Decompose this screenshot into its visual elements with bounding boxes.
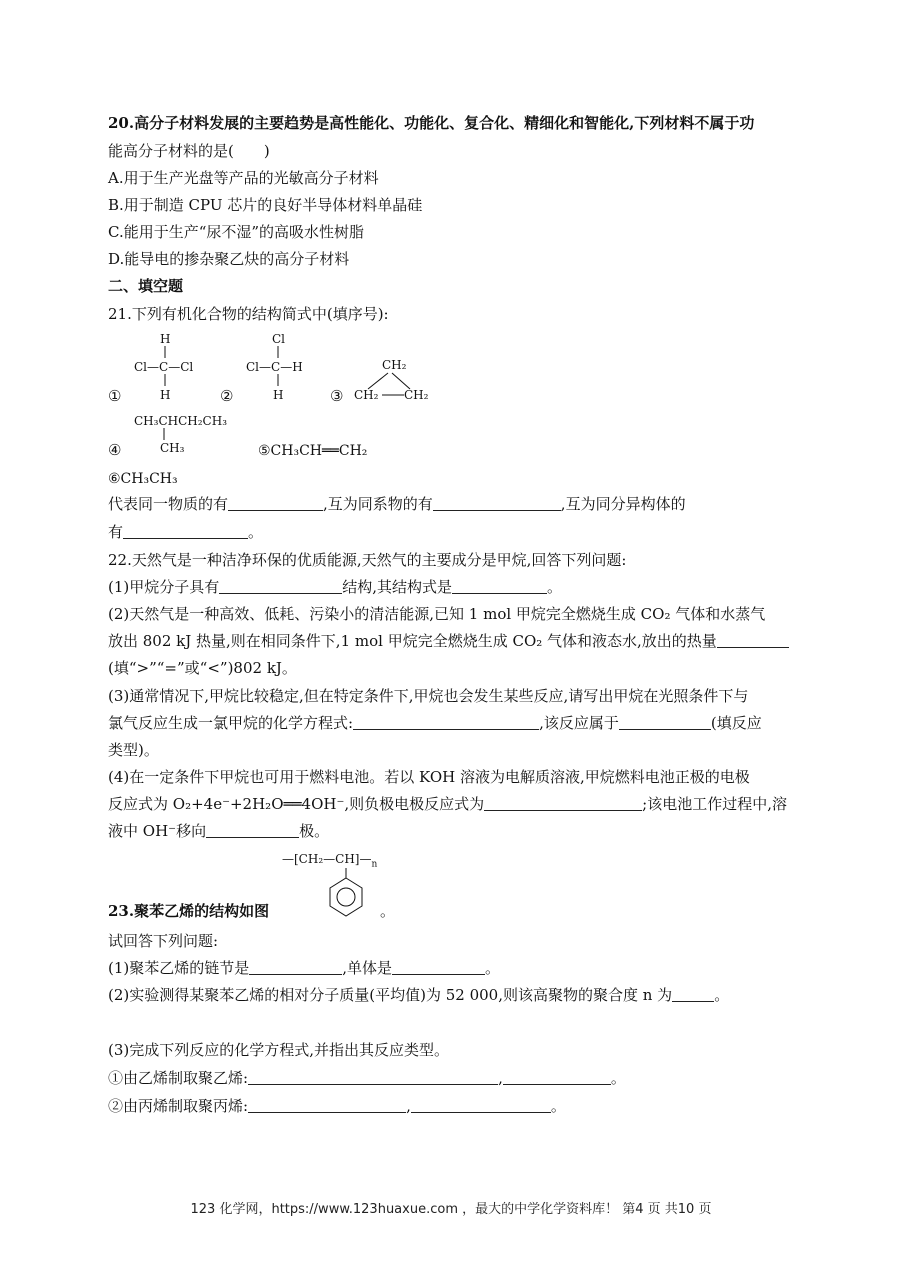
s4-branch: CH₃: [160, 441, 185, 455]
q23-r2-text: ②由丙烯制取聚丙烯:: [108, 1097, 249, 1115]
q23-r2-end: 。: [550, 1097, 566, 1115]
q23-r2-comma: ,: [406, 1097, 411, 1115]
q21-text-d: 有: [108, 523, 124, 541]
answer-blank-heat-compare[interactable]: [717, 632, 789, 648]
label-5-propene: ⑤CH₃CH══CH₂: [258, 443, 368, 459]
q21-text-b: ,互为同系物的有: [323, 495, 433, 513]
q20-option-b: B.用于制造 CPU 芯片的良好半导体材料单晶硅: [108, 196, 423, 214]
q22-p4-text-c: 液中 OH⁻移向: [108, 822, 207, 840]
section-title: 二、填空题: [108, 277, 184, 295]
page-footer: 123 化学网，https://www.123huaxue.com ，最大的中学化学资料库！ 第4 页 共10 页: [190, 1202, 712, 1217]
q23-part2: [108, 985, 729, 1005]
q23-r1-comma: ,: [498, 1069, 503, 1087]
q22-p4-text-d: 极。: [299, 822, 330, 840]
q22-p3-text-c: (填反应: [710, 714, 762, 732]
label-4: ④: [108, 441, 122, 459]
answer-blank-repeat-unit[interactable]: [249, 959, 342, 975]
q23-p1-text-a: (1)聚苯乙烯的链节是: [108, 959, 250, 977]
s3-left: CH₂: [354, 388, 379, 402]
s4-main: CH₃CHCH₂CH₃: [134, 414, 228, 428]
q22-part3-line3: 类型)。: [108, 741, 159, 759]
q22-p1-text-b: 结构,其结构式是: [342, 578, 453, 596]
s1-h-bottom: H: [160, 388, 171, 402]
q22-part3-line2: [108, 713, 762, 733]
q22-part1: [108, 577, 562, 597]
answer-blank-homologs[interactable]: [433, 495, 561, 511]
benzene-ring-icon: [322, 868, 358, 918]
polystyrene-n: n: [371, 859, 378, 870]
q20-option-c: C.能用于生产“尿不湿”的高吸水性树脂: [108, 223, 365, 241]
label-1: ①: [108, 387, 122, 405]
answer-blank-monomer[interactable]: [392, 959, 485, 975]
s3-right: CH₂: [404, 388, 429, 402]
answer-blank-polyethylene-equation[interactable]: [248, 1069, 498, 1085]
s2-bond-bottom: [277, 374, 279, 386]
q22-p1-end: 。: [547, 578, 563, 596]
q22-p4-text-a: 反应式为 O₂+4e⁻+2H₂O══4OH⁻,则负极电极反应式为: [108, 795, 485, 813]
q21-question-line1: [108, 494, 686, 514]
q22-part2-line1: (2)天然气是一种高效、低耗、污染小的清洁能源,已知 1 mol 甲烷完全燃烧生成 CO₂ 气体和水蒸气: [108, 605, 766, 623]
s1-main: Cl—C—Cl: [134, 360, 194, 374]
q23-stem-text: 23.聚苯乙烯的结构如图: [108, 902, 270, 920]
q23-r1-text: ①由乙烯制取聚乙烯:: [108, 1069, 249, 1087]
s3-bottom-bond: [382, 394, 404, 396]
s1-h-top: H: [160, 332, 171, 346]
s2-h-bottom: H: [273, 388, 284, 402]
q23-ask: 试回答下列问题:: [108, 932, 219, 950]
q23-r1-end: 。: [610, 1069, 626, 1087]
answer-blank-isomers[interactable]: [123, 523, 248, 539]
polystyrene-formula-text: —[CH₂—CH]—: [282, 852, 372, 866]
answer-blank-reaction-type[interactable]: [619, 714, 711, 730]
q23-reaction2: [108, 1096, 566, 1116]
s1-bond-top: [164, 346, 166, 358]
s2-cl-top: Cl: [272, 332, 286, 346]
q23-p2-text: (2)实验测得某聚苯乙烯的相对分子质量(平均值)为 52 000,则该高聚物的聚合度 n 为: [108, 986, 673, 1004]
q22-part2-line2: [108, 631, 789, 651]
label-6-ethane: ⑥CH₃CH₃: [108, 471, 178, 487]
answer-blank-degree[interactable]: [672, 986, 714, 1002]
answer-blank-methane-formula[interactable]: [452, 578, 547, 594]
q21-text-a: 代表同一物质的有: [108, 495, 229, 513]
q20-stem-line2: 能高分子材料的是( ): [108, 142, 270, 160]
q23-p1-end: 。: [485, 959, 501, 977]
q22-part4-line3: [108, 821, 329, 841]
q22-p4-text-b: ;该电池工作过程中,溶: [642, 795, 787, 813]
answer-blank-chlorination-equation[interactable]: [353, 714, 539, 730]
q20-option-a: A.用于生产光盘等产品的光敏高分子材料: [108, 169, 379, 187]
q22-stem: 22.天然气是一种洁净环保的优质能源,天然气的主要成分是甲烷,回答下列问题:: [108, 551, 627, 569]
q22-part4-line1: (4)在一定条件下甲烷也可用于燃料电池。若以 KOH 溶液为电解质溶液,甲烷燃料电池正极的电极: [108, 768, 750, 786]
q22-part3-line1: (3)通常情况下,甲烷比较稳定,但在特定条件下,甲烷也会发生某些反应,请写出甲烷在光照条件下与: [108, 687, 749, 705]
s1-bond-bottom: [164, 374, 166, 386]
answer-blank-methane-shape[interactable]: [219, 578, 342, 594]
q23-part3: (3)完成下列反应的化学方程式,并指出其反应类型。: [108, 1041, 450, 1059]
q22-part4-line2: [108, 794, 787, 814]
q21-stem: 21.下列有机化合物的结构简式中(填序号):: [108, 305, 389, 323]
label-2: ②: [220, 387, 234, 405]
q23-part1: [108, 958, 500, 978]
answer-blank-oh-direction[interactable]: [206, 822, 299, 838]
q22-p2-text: 放出 802 kJ 热量,则在相同条件下,1 mol 甲烷完全燃烧生成 CO₂ 气体和液态水,放出的热量: [108, 632, 717, 650]
answer-blank-negative-electrode[interactable]: [484, 795, 642, 811]
q20-stem-line1: [108, 113, 754, 133]
q20-number-text: 20.高分子材料发展的主要趋势是高性能化、功能化、复合化、精细化和智能化,下列材料不属于功: [108, 114, 755, 132]
answer-blank-polypropylene-equation[interactable]: [248, 1097, 406, 1113]
label-3: ③: [330, 387, 344, 405]
q20-option-d: D.能导电的掺杂聚乙炔的高分子材料: [108, 250, 350, 268]
answer-blank-same-substance[interactable]: [228, 495, 323, 511]
s3-top: CH₂: [382, 358, 407, 372]
q23-p1-text-b: ,单体是: [342, 959, 393, 977]
q23-stem: [108, 901, 269, 921]
q22-part2-line3: (填“>”“=”或“<”)802 kJ。: [108, 659, 297, 677]
q22-p3-text-a: 氯气反应生成一氯甲烷的化学方程式:: [108, 714, 354, 732]
answer-blank-polyethylene-type[interactable]: [503, 1069, 611, 1085]
q23-p2-end: 。: [714, 986, 730, 1004]
q22-p3-text-b: ,该反应属于: [539, 714, 619, 732]
s4-bond: [163, 428, 165, 440]
s2-main: Cl—C—H: [246, 360, 303, 374]
q23-stem-end: 。: [380, 902, 396, 920]
s2-bond-top: [277, 346, 279, 358]
q23-reaction1: [108, 1068, 626, 1088]
q22-p1-text-a: (1)甲烷分子具有: [108, 578, 220, 596]
q21-end-punct: 。: [248, 523, 264, 541]
answer-blank-polypropylene-type[interactable]: [411, 1097, 551, 1113]
q21-text-c: ,互为同分异构体的: [560, 495, 686, 513]
q21-question-line2: [108, 522, 263, 542]
